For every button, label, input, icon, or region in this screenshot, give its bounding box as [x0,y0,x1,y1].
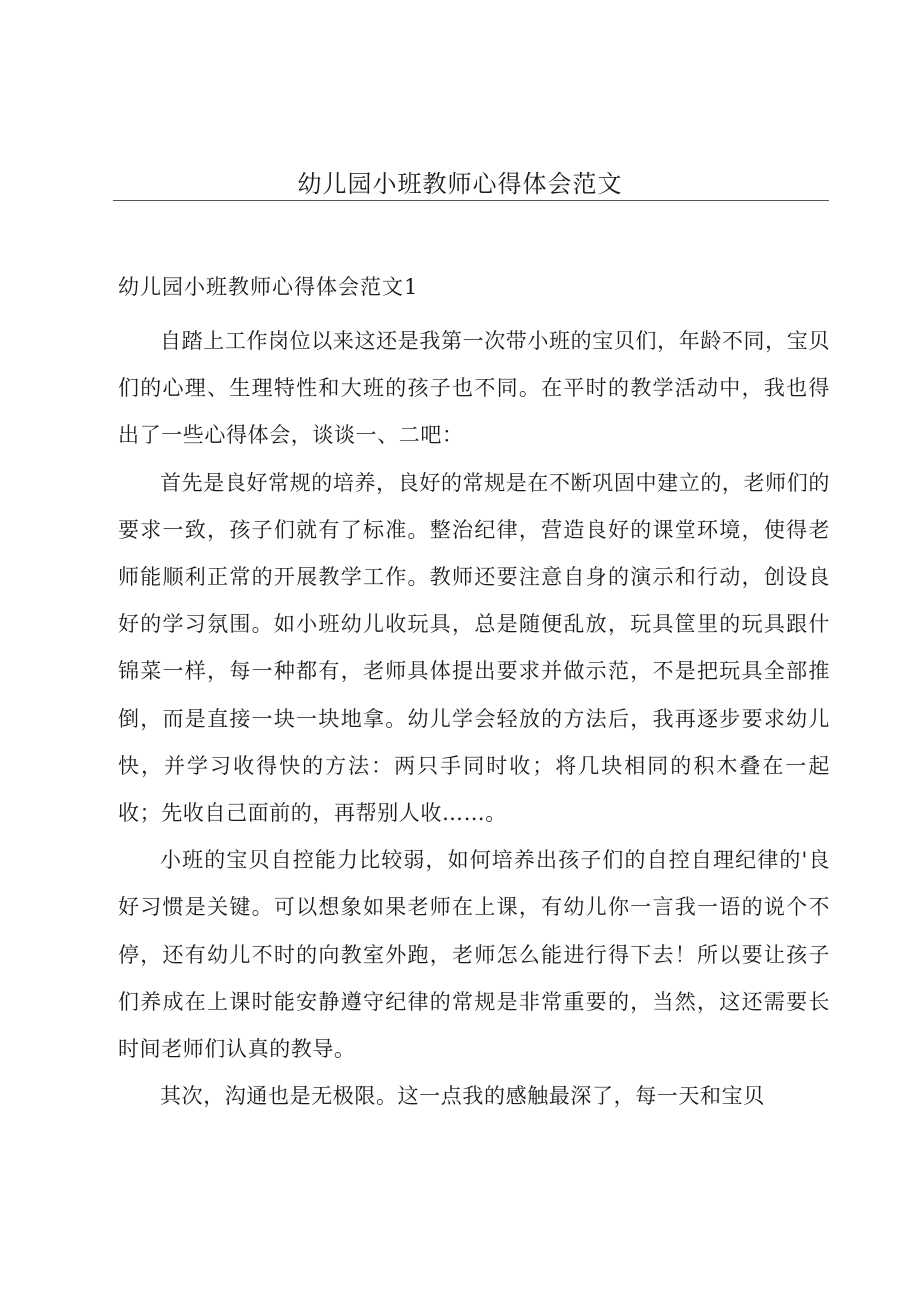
paragraph-3: 小班的宝贝自控能力比较弱，如何培养出孩子们的自控自理纪律的'良好习惯是关键。可以想象如果老师在上课，有幼儿你一言我一语的说个不停，还有幼儿不时的向教室外跑，老师怎么能进行得下去！所以要让孩子们养成在上课时能安静遵守纪律的常规是非常重要的，当然，这还需要长时间老师们认真的教导。 [118,848,830,1062]
paragraph-1: 自踏上工作岗位以来这还是我第一次带小班的宝贝们，年龄不同，宝贝们的心理、生理特性和大班的孩子也不同。在平时的教学活动中，我也得出了一些心得体会，谈谈一、二吧： [118,329,830,448]
paragraph-2: 首先是良好常规的培养，良好的常规是在不断巩固中建立的，老师们的要求一致，孩子们就有了标准。整治纪律，营造良好的课堂环境，使得老师能顺利正常的开展教学工作。教师还要注意自身的演示和行动，创设良好的学习氛围。如小班幼儿收玩具，总是随便乱放，玩具筐里的玩具跟什锦菜一样，每一种都有，老师具体提出要求并做示范，不是把玩具全部推倒，而是直接一块一块地拿。幼儿学会轻放的方法后，我再逐步要求幼儿快，并学习收得快的方法：两只手同时收；将几块相同的积木叠在一起收；先收自己面前的，再帮别人收……。 [118,470,830,826]
document-title: 幼儿园小班教师心得体会范文 [297,170,623,198]
body-text [118,318,830,1120]
section-heading: 幼儿园小班教师心得体会范文1 [118,275,419,299]
title-underline [113,200,829,201]
paragraph-4: 其次，沟通也是无极限。这一点我的感触最深了，每一天和宝贝 [160,1084,765,1109]
